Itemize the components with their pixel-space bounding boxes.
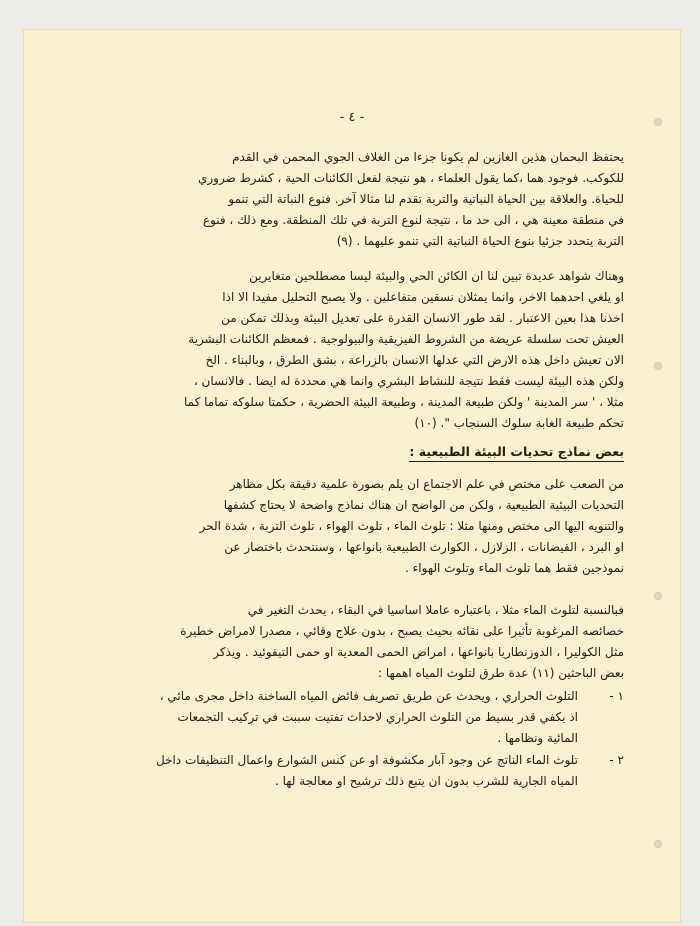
text-line: من الصعب على مختص في علم الاجتماع ان يلم بصورة علمية دقيقة بكل مظاهر [229, 477, 624, 491]
text-line: تلوث الماء الناتج عن وجود آبار مكشوفة او عن كنس الشوارع واعمال التنظيفات داخل [155, 753, 578, 767]
text-line: للحياة. والعلاقة بين الحياة النباتية والتربة تقدم لنا مثالا آخر. فنوع النباتة التي تنمو [228, 192, 624, 206]
list-item-number: ١ - [609, 689, 624, 703]
paragraph [84, 266, 624, 434]
text-line: ولكن هذه البيئة ليست فقط نتيجة للنشاط البشري وانما هي محددة له ايضا . فالانسان ، [193, 374, 624, 388]
text-line: او البرد ، الفيضانات ، الزلازل ، الكوارث الطبيعية بانواعها ، وسنتحدث باختصار عن [224, 540, 624, 554]
punch-hole [654, 362, 662, 370]
text-line: او يلغي احدهما الاخر، وانما يمثلان نسقين متفاعلين . ولا يصبح التحليل مفيدا الا اذا [222, 290, 624, 304]
list-item [84, 750, 624, 792]
text-line: للكوكب. فوجود هما ،كما يقول العلماء ، هو نتيجة لفعل الكائنات الحية ، كشرط ضروري [197, 171, 624, 185]
text-line: العيش تحت سلسلة عريضة من الشروط الفيزيقية والبيولوجية . فمعظم الكائنات البشرية [188, 332, 624, 346]
list-item [84, 686, 624, 749]
text-line: المياه الجارية للشرب بدون ان يتبع ذلك ترشيح او معالجة لها . [274, 774, 578, 788]
punch-hole [654, 840, 662, 848]
text-line: التربة يتحدد جزئيا بنوع الحياة النباتية التي تنمو عليهما . (٩) [336, 234, 624, 248]
text-line: في منطقة معينة هي ، الى حد ما ، نتيجة لنوع التربة في تلك المنطقة. ومع ذلك ، فنوع [202, 213, 624, 227]
text-line: الان تعيش داخل هذه الارض التي عدلها الانسان بالزراعة ، بشق الطرق ، وبالبناء . الخ [205, 353, 624, 367]
text-line: بعض الباحثين (١١) عدة طرق لتلوث المياه اهمها : [378, 666, 624, 680]
text-line: التحديات البيئية الطبيعية ، ولكن من الواضح ان هناك نماذج واضحة لا يحتاج كشفها [223, 498, 624, 512]
text-line: والتنويه اليها الى مختص ومنها مثلا : تلوث الماء ، تلوث الهواء ، تلوث التربة ، شدة الحر [199, 519, 624, 533]
punch-hole [654, 592, 662, 600]
list-item-number: ٢ - [609, 753, 624, 767]
text-line: مثل الكوليرا ، الدوزنطاريا بانواعها ، امراض الحمى المعدية او حمى التيفوئيد . ويذكر [213, 645, 624, 659]
text-line: خصائصه المرغوبة تأثيرا على نقائه بحيث يصبح ، بدون علاج وقائي ، مصدرا لامراض خطيرة [180, 624, 624, 638]
page-number: - ٤ - [339, 110, 365, 125]
text-line: فبالنسبة لتلوث الماء مثلا ، باعتباره عاملا اساسيا في البقاء ، يحدث التغير في [247, 603, 624, 617]
text-line: نموذجين فقط هما تلوث الماء وتلوث الهواء . [405, 561, 624, 575]
document-page [24, 30, 680, 922]
text-line: المائية ونظامها . [497, 731, 578, 745]
paragraph [84, 600, 624, 684]
text-line: يحتفظ البحمان هذين الغازين لم يكونا جزءا من الغلاف الجوي المحمن في القدم [232, 150, 624, 164]
text-line: تحكم طبيعة الغابة سلوك السنجاب ". (١٠) [414, 416, 624, 430]
text-line: اخذنا هذا بعين الاعتبار . لقد طور الانسان القدرة على تعديل البيئة وبذلك تمكن من [221, 311, 624, 325]
paragraph [84, 474, 624, 579]
paragraph [84, 147, 624, 252]
text-line: اذ يكفي قدر بسيط من التلوث الحراري لاحداث تفتيت سببت في تركيب التجمعات [177, 710, 578, 724]
section-heading: بعض نماذج تحديات البيئة الطبيعية : [409, 444, 624, 462]
text-line: التلوث الحراري ، ويحدث عن طريق تصريف فائض المياه الساخنة داخل مجرى مائي ، [159, 689, 578, 703]
text-line: مثلا ، ' سر المدينة ' ولكن طبيعة المدينة ، وطبيعة البيئة الحضرية ، حكمتا سلوكه تماما كما [183, 395, 624, 409]
text-line: وهناك شواهد عديدة تبين لنا ان الكائن الحي والبيئة ليسا مصطلحين متغايرين [249, 269, 624, 283]
